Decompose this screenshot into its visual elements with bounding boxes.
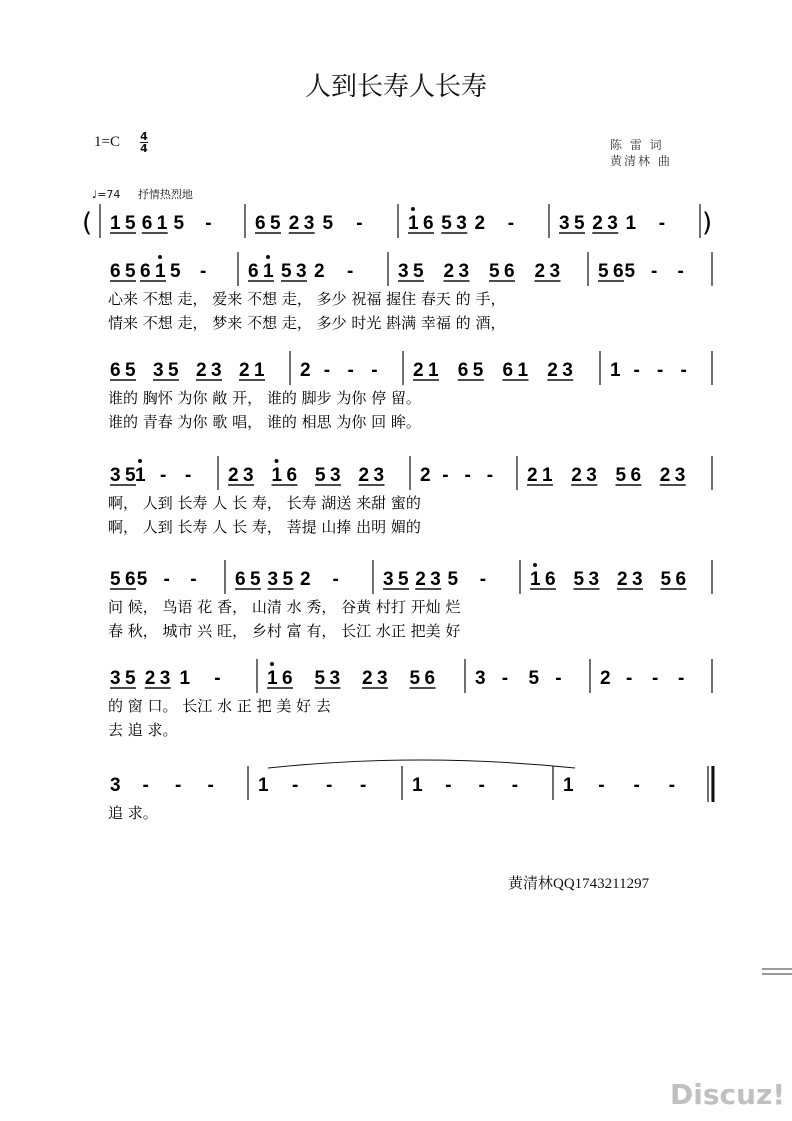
note: 3 — [377, 668, 388, 689]
note: 5 — [322, 213, 334, 234]
note: 6 — [235, 569, 246, 590]
high-octave-dot — [533, 563, 537, 567]
note: 5 — [472, 360, 484, 381]
note: 6 — [248, 261, 259, 282]
note: 1 — [155, 261, 166, 282]
quarter-note-icon: ♩ — [92, 188, 98, 201]
note: 1 — [542, 465, 553, 486]
note: - — [347, 261, 354, 282]
note: - — [464, 465, 471, 486]
note: - — [207, 775, 214, 796]
note: 2 — [415, 569, 426, 590]
note: 3 — [607, 213, 618, 234]
note: 5 — [314, 668, 326, 689]
note: 5 — [660, 569, 672, 590]
lyric-line: 啊， 人到 长寿 人 长 寿， 菩提 山捧 出明 媚的 — [108, 518, 421, 536]
note: 5 — [528, 668, 540, 689]
note: 1 — [517, 360, 529, 381]
note: 6 — [423, 213, 434, 234]
note: 2 — [314, 261, 325, 282]
open-paren: ( — [82, 208, 93, 238]
lyric-line: 情来 不想 走， 梦来 不想 走， 多少 时光 斟满 幸福 的 酒， — [108, 314, 506, 332]
note: 2 — [358, 465, 370, 486]
note: 5 — [282, 569, 294, 590]
lyric-line: 心来 不想 走， 爱来 不想 走， 多少 祝福 握住 春天 的 手， — [108, 290, 506, 308]
note: 1 — [267, 668, 278, 689]
tempo-expression: 抒情热烈地 — [137, 188, 193, 201]
note: 2 — [592, 213, 603, 234]
note: - — [680, 360, 687, 381]
note: 1 — [610, 360, 621, 381]
note: - — [652, 668, 659, 689]
note: - — [555, 668, 562, 689]
note: 3 — [153, 360, 164, 381]
note: - — [598, 775, 605, 796]
note: 5 — [125, 213, 136, 234]
note: - — [668, 775, 676, 796]
note: - — [445, 775, 452, 796]
page-edge-mark — [762, 966, 792, 978]
arranger-signature: 黄清林QQ1743211297 — [508, 876, 650, 892]
note: 5 — [441, 213, 452, 234]
note: 6 — [502, 360, 514, 381]
note: 6 — [504, 261, 515, 282]
music-row — [100, 351, 712, 431]
note: 5 — [250, 569, 261, 590]
note: 3 — [549, 261, 561, 282]
high-octave-dot — [266, 255, 270, 259]
note: 1 — [179, 668, 191, 689]
watermark: Discuz! — [670, 1078, 786, 1111]
note: - — [442, 465, 449, 486]
note: 3 — [559, 213, 570, 234]
note: - — [160, 465, 167, 486]
time-signature-bottom: 4 — [140, 142, 148, 155]
note: - — [501, 668, 509, 689]
note: 2 — [362, 668, 373, 689]
note: 2 — [527, 465, 538, 486]
note: 2 — [300, 569, 311, 590]
note: 2 — [443, 261, 455, 282]
high-octave-dot — [411, 207, 415, 211]
note: 5 — [168, 360, 179, 381]
note: 2 — [288, 213, 300, 234]
note: 3 — [110, 465, 121, 486]
note: 3 — [296, 261, 307, 282]
note: 1 — [254, 360, 265, 381]
music-row — [100, 560, 712, 640]
note: - — [163, 569, 170, 590]
note: - — [633, 775, 640, 796]
note: 5 — [315, 465, 326, 486]
note: 3 — [110, 775, 121, 796]
note: 3 — [562, 360, 573, 381]
high-octave-dot — [138, 459, 142, 463]
note: 2 — [547, 360, 558, 381]
note: - — [356, 213, 363, 234]
note: 2 — [420, 465, 431, 486]
note: 1 — [156, 213, 168, 234]
note: 3 — [632, 569, 643, 590]
note: 1 — [263, 261, 274, 282]
music-row — [100, 766, 712, 822]
note: 3 — [330, 465, 341, 486]
note: 6 — [255, 213, 266, 234]
note: 5 — [398, 569, 409, 590]
note: 3 — [456, 213, 467, 234]
note: - — [633, 360, 640, 381]
lyric-line: 追 求。 — [108, 804, 158, 822]
music-row — [100, 204, 700, 238]
note: 2 — [196, 360, 207, 381]
note: 3 — [398, 261, 409, 282]
note: 6 — [125, 569, 136, 590]
note: 1 — [271, 465, 283, 486]
note: - — [142, 775, 149, 796]
lyric-line: 去 追 求。 — [108, 721, 178, 739]
note: 5 — [574, 213, 585, 234]
note: 5 — [136, 569, 148, 590]
note: 3 — [383, 569, 394, 590]
note: - — [678, 668, 685, 689]
note: 5 — [125, 261, 136, 282]
note: 2 — [534, 261, 546, 282]
note: 3 — [211, 360, 222, 381]
note: - — [371, 360, 378, 381]
note: 3 — [588, 569, 600, 590]
note: 6 — [140, 261, 151, 282]
music-row — [100, 252, 712, 332]
note: 6 — [424, 668, 436, 689]
note: - — [658, 213, 666, 234]
note: - — [677, 261, 684, 282]
note: 1 — [412, 775, 423, 796]
key-signature: 1=C — [94, 134, 120, 150]
note: 2 — [144, 668, 156, 689]
note: - — [347, 360, 354, 381]
note: 6 — [110, 261, 121, 282]
note: 2 — [413, 360, 424, 381]
note: - — [651, 261, 658, 282]
note: 5 — [447, 569, 459, 590]
note: - — [185, 465, 192, 486]
note: 5 — [281, 261, 292, 282]
note: 5 — [110, 569, 121, 590]
lyric-line: 的 窗 口。 长江 水 正 把 美 好 去 — [108, 697, 331, 715]
note: 5 — [573, 569, 585, 590]
note: 5 — [125, 668, 136, 689]
note: - — [511, 775, 519, 796]
tempo-bpm: =74 — [97, 188, 121, 201]
note: 2 — [300, 360, 311, 381]
note: - — [214, 668, 221, 689]
note: - — [479, 569, 487, 590]
note: 5 — [173, 213, 185, 234]
note: 5 — [125, 360, 136, 381]
note: 1 — [563, 775, 574, 796]
lyric-line: 问 候， 鸟语 花 香， 山清 水 秀， 谷黄 村打 开灿 烂 — [108, 598, 461, 616]
note: 5 — [125, 465, 136, 486]
note: 6 — [545, 569, 556, 590]
note: 3 — [458, 261, 470, 282]
note: 2 — [571, 465, 582, 486]
note: 6 — [282, 668, 293, 689]
note: - — [190, 569, 197, 590]
note: 3 — [110, 668, 121, 689]
note: 6 — [613, 261, 624, 282]
note: 5 — [270, 213, 281, 234]
note: - — [323, 360, 331, 381]
note: 1 — [258, 775, 269, 796]
lyric-line: 谁的 青春 为你 歌 唱， 谁的 相思 为你 回 眸。 — [108, 413, 421, 431]
note: 3 — [674, 465, 686, 486]
note: 3 — [303, 213, 315, 234]
music-row — [100, 659, 712, 739]
note: - — [205, 213, 212, 234]
note: 3 — [329, 668, 341, 689]
note: 6 — [630, 465, 642, 486]
note: 5 — [624, 261, 636, 282]
note: - — [332, 569, 339, 590]
note: 2 — [228, 465, 239, 486]
note: 1 — [530, 569, 541, 590]
note: - — [626, 668, 633, 689]
lyricist-credit: 陈 雷 词 — [610, 138, 664, 152]
note: 2 — [474, 213, 486, 234]
music-row — [100, 456, 712, 536]
note: 6 — [110, 360, 121, 381]
note: 5 — [489, 261, 500, 282]
high-octave-dot — [158, 255, 162, 259]
song-title: 人到长寿人长寿 — [304, 72, 487, 102]
note: - — [326, 775, 333, 796]
note: 1 — [408, 213, 419, 234]
note: 3 — [586, 465, 597, 486]
note: 1 — [110, 213, 121, 234]
note: 5 — [598, 261, 609, 282]
note: 1 — [625, 213, 637, 234]
high-octave-dot — [270, 662, 274, 666]
note: 6 — [675, 569, 687, 590]
note: - — [478, 775, 485, 796]
lyric-line: 谁的 胸怀 为你 敞 开， 谁的 脚步 为你 停 留。 — [108, 389, 421, 407]
note: 5 — [413, 261, 424, 282]
note: 5 — [615, 465, 627, 486]
note: - — [657, 360, 664, 381]
note: - — [175, 775, 182, 796]
note: 2 — [617, 569, 628, 590]
note: 5 — [409, 668, 421, 689]
note: 2 — [239, 360, 250, 381]
note: 6 — [457, 360, 469, 381]
note: 2 — [659, 465, 671, 486]
note: - — [200, 261, 207, 282]
note: 3 — [159, 668, 171, 689]
note: 5 — [170, 261, 181, 282]
high-octave-dot — [275, 459, 279, 463]
note: 6 — [286, 465, 298, 486]
note: 6 — [141, 213, 153, 234]
composer-credit: 黄清林 曲 — [610, 154, 672, 168]
note: 2 — [600, 668, 611, 689]
note: 3 — [243, 465, 254, 486]
close-paren: ) — [702, 208, 713, 238]
note: 1 — [135, 465, 146, 486]
note: 3 — [373, 465, 385, 486]
time-signature-top: 4 — [140, 130, 148, 143]
lyric-line: 啊， 人到 长寿 人 长 寿， 长寿 湖送 来甜 蜜的 — [108, 494, 421, 512]
lyric-line: 春 秋， 城市 兴 旺， 乡村 富 有， 长江 水正 把美 好 — [108, 622, 461, 640]
note: 3 — [475, 668, 486, 689]
note: 3 — [430, 569, 441, 590]
note: - — [507, 213, 515, 234]
note: 1 — [428, 360, 439, 381]
note: - — [292, 775, 299, 796]
note: - — [360, 775, 367, 796]
tie — [268, 760, 575, 768]
note: 3 — [267, 569, 279, 590]
note: - — [486, 465, 494, 486]
